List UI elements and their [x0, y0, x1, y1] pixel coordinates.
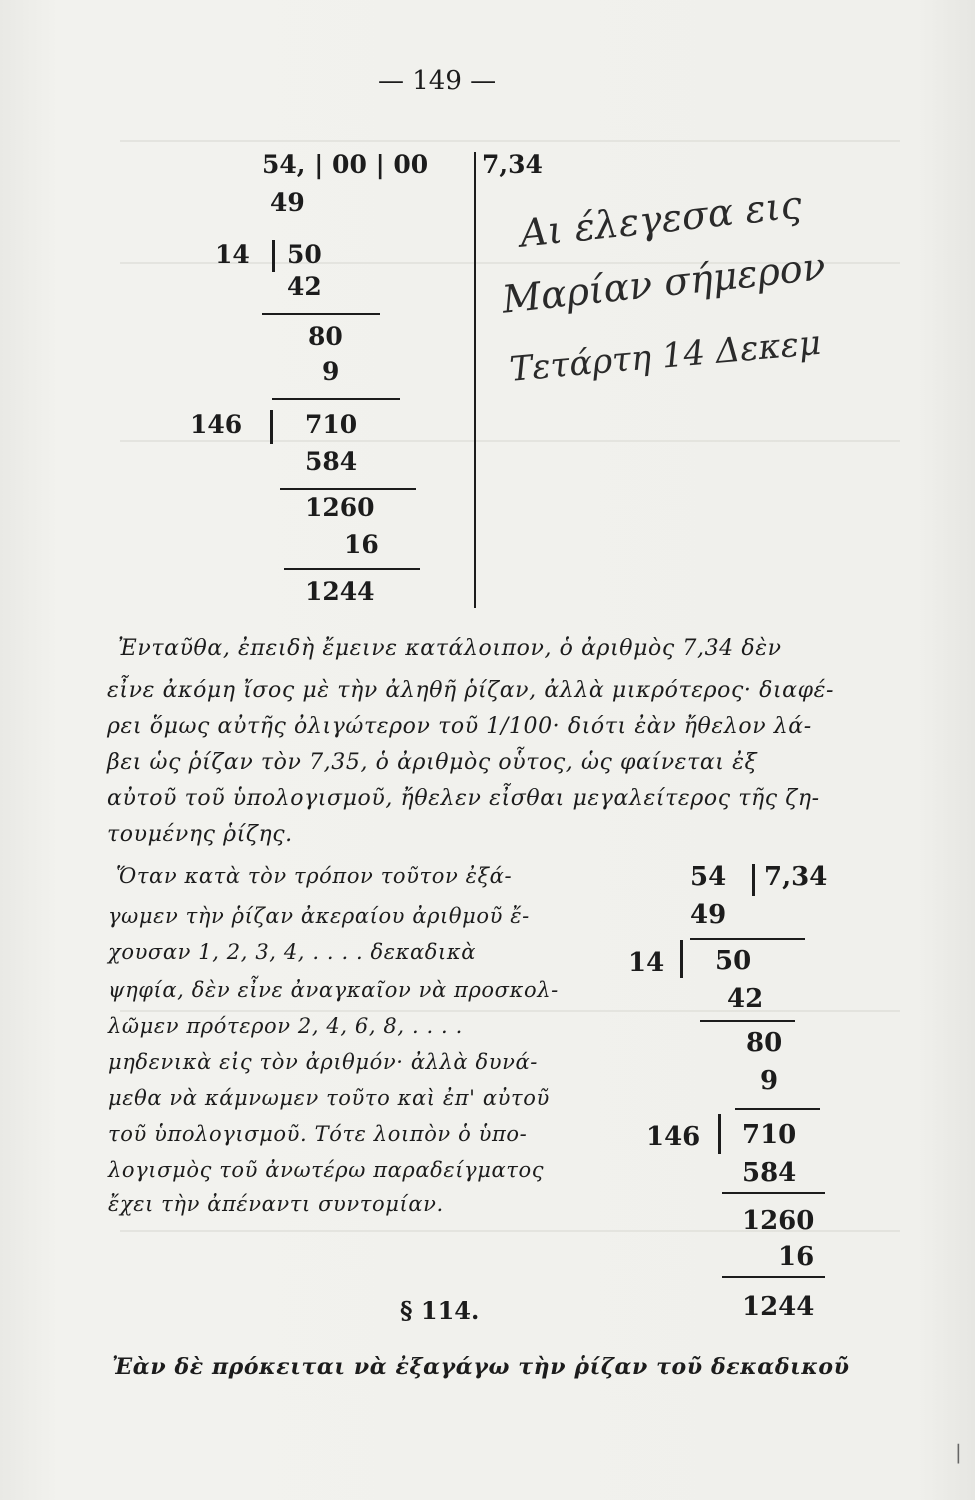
calc-subtrahend: 49	[270, 188, 305, 217]
handwritten-note-line: Μαρίαν σήμερον	[500, 244, 828, 322]
side-calc-rule	[700, 1020, 795, 1022]
calc-remainder: 80	[308, 322, 343, 351]
side-calc-subtrahend: 9	[760, 1066, 779, 1096]
side-calc-bracket	[718, 1114, 721, 1154]
side-calc-root: 7,34	[764, 862, 828, 892]
side-calc-remainder: 80	[746, 1028, 783, 1058]
bleed-through-line	[120, 140, 900, 142]
side-calc-subtrahend: 584	[742, 1158, 797, 1188]
section-heading: § 114.	[400, 1296, 480, 1325]
side-calc-rule	[690, 938, 805, 940]
calc-subtrahend: 584	[305, 447, 358, 476]
calc-rule	[280, 488, 416, 490]
calc-subtrahend: 16	[344, 530, 379, 559]
side-calc-subtrahend: 42	[727, 984, 764, 1014]
text-line: ψηφία, δὲν εἶνε ἀναγκαῖον νὰ προσκολ-	[108, 978, 559, 1002]
text-line: Ἐνταῦθα, ἐπειδὴ ἔμεινε κατάλοιπον, ὁ ἀριθμὸς 7,34 δὲν	[118, 636, 782, 661]
handwritten-note-line: Τετάρτη 14 Δεκεμ	[508, 322, 823, 390]
side-calc-head: 54	[690, 862, 727, 892]
side-calc-bar	[752, 864, 755, 896]
text-line: Ἐὰν δὲ πρόκειται νὰ ἐξαγάγω τὴν ῥίζαν τοῦ δεκαδικοῦ	[112, 1354, 850, 1380]
side-calc-divisor: 146	[646, 1122, 701, 1152]
side-calc-subtrahend: 16	[778, 1242, 815, 1272]
text-line: αὐτοῦ τοῦ ὑπολογισμοῦ, ἤθελεν εἶσθαι μεγαλείτερος τῆς ζη-	[107, 786, 820, 811]
calc-final-remainder: 1244	[305, 577, 375, 606]
side-calc-rule	[722, 1276, 825, 1278]
text-line: λογισμὸς τοῦ ἀνωτέρω παραδείγματος	[108, 1158, 545, 1182]
side-calc-divisor: 14	[628, 948, 665, 978]
text-line: εἶνε ἀκόμη ἴσος μὲ τὴν ἀληθῆ ῥίζαν, ἀλλὰ μικρότερος· διαφέ-	[107, 678, 835, 703]
side-calc-final-remainder: 1244	[742, 1292, 815, 1322]
text-line: λῶμεν πρότερον 2, 4, 6, 8, . . . .	[108, 1014, 463, 1038]
side-calc-bracket	[680, 940, 683, 978]
calc-rule	[262, 313, 380, 315]
calc-separator: |	[375, 150, 385, 179]
calc-bracket	[272, 240, 275, 272]
text-line: μηδενικὰ εἰς τὸν ἀριθμόν· ἀλλὰ δυνά-	[108, 1050, 538, 1074]
calc-divisor: 146	[190, 410, 243, 439]
side-calc-remainder: 1260	[742, 1206, 815, 1236]
calc-subtrahend: 9	[322, 357, 340, 386]
calc-root: 7,34	[482, 150, 543, 179]
text-line: ἔχει τὴν ἀπέναντι συντομίαν.	[108, 1192, 444, 1216]
text-line: τοῦ ὑπολογισμοῦ. Τότε λοιπὸν ὁ ὑπο-	[108, 1122, 528, 1146]
calc-subtrahend: 42	[287, 272, 322, 301]
page-number: — 149 —	[378, 66, 497, 96]
text-line: βει ὡς ῥίζαν τὸν 7,35, ὁ ἀριθμὸς οὗτος, ὡς φαίνεται ἐξ	[107, 750, 758, 775]
margin-mark: |	[955, 1440, 962, 1464]
side-calc-rule	[722, 1192, 825, 1194]
text-line: Ὅταν κατὰ τὸν τρόπον τοῦτον ἐξά-	[116, 864, 513, 888]
calc-digit-group: 00	[332, 150, 367, 179]
side-calc-remainder: 50	[715, 946, 752, 976]
calc-separator: |	[314, 150, 324, 179]
bleed-through-line	[120, 1010, 900, 1012]
side-calc-subtrahend: 49	[690, 900, 727, 930]
calc-digit-group: 54,	[262, 150, 306, 179]
calc-remainder: 50	[287, 240, 322, 269]
calc-bracket	[270, 410, 273, 444]
calc-remainder: 1260	[305, 493, 375, 522]
text-line: ρει ὅμως αὐτῆς ὀλιγώτερον τοῦ 1/100· διότι ἐὰν ἤθελον λά-	[107, 714, 812, 739]
calc-rule	[284, 568, 420, 570]
calc-rule	[272, 398, 400, 400]
side-calc-rule	[735, 1108, 820, 1110]
calc-divisor: 14	[215, 240, 250, 269]
calc-vertical-divider	[474, 152, 476, 608]
text-line: χουσαν 1, 2, 3, 4, . . . . δεκαδικὰ	[108, 940, 477, 964]
calc-remainder: 710	[305, 410, 358, 439]
calc-first-row	[262, 150, 428, 179]
text-line: γωμεν τὴν ῥίζαν ἀκεραίου ἀριθμοῦ ἔ-	[108, 904, 530, 928]
text-line: τουμένης ῥίζης.	[107, 822, 293, 847]
handwritten-note-line: Αι έλεγεσα εις	[518, 182, 804, 256]
text-line: μεθα νὰ κάμνωμεν τοῦτο καὶ ἐπ' αὐτοῦ	[108, 1086, 550, 1110]
calc-digit-group: 00	[393, 150, 429, 179]
side-calc-remainder: 710	[742, 1120, 797, 1150]
bleed-through-line	[120, 440, 900, 442]
